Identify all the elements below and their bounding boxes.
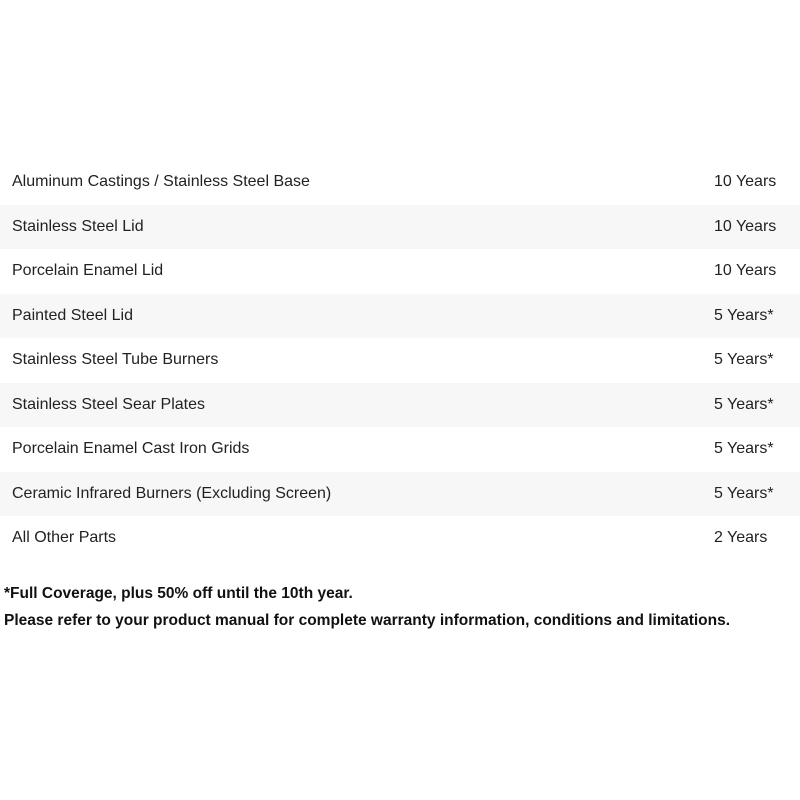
table-row xyxy=(0,338,800,383)
part-name: Porcelain Enamel Lid xyxy=(12,262,164,280)
warranty-term: 5 Years* xyxy=(714,484,774,502)
table-row xyxy=(0,294,800,339)
part-name: Aluminum Castings / Stainless Steel Base xyxy=(12,173,310,191)
table-row xyxy=(0,472,800,517)
part-name: Painted Steel Lid xyxy=(12,306,133,324)
table-row xyxy=(0,427,800,472)
table-row xyxy=(0,249,800,294)
part-name: Porcelain Enamel Cast Iron Grids xyxy=(12,440,250,458)
warranty-term: 10 Years xyxy=(714,217,777,235)
table-row xyxy=(0,160,800,205)
warranty-table xyxy=(0,160,800,561)
part-name: All Other Parts xyxy=(12,529,117,547)
coverage-footnote: *Full Coverage, plus 50% off until the 10th year. xyxy=(4,585,353,602)
warranty-term: 5 Years* xyxy=(714,440,774,458)
manual-disclaimer: Please refer to your product manual for complete warranty information, conditions and limitations. xyxy=(4,612,731,629)
warranty-term: 2 Years xyxy=(714,529,768,547)
warranty-notes xyxy=(4,580,800,634)
warranty-term: 10 Years xyxy=(714,173,777,191)
part-name: Stainless Steel Lid xyxy=(12,217,144,235)
part-name: Stainless Steel Tube Burners xyxy=(12,351,219,369)
table-row xyxy=(0,516,800,561)
part-name: Ceramic Infrared Burners (Excluding Screen) xyxy=(12,484,332,502)
warranty-term: 5 Years* xyxy=(714,306,774,324)
warranty-term: 5 Years* xyxy=(714,351,774,369)
warranty-term: 10 Years xyxy=(714,262,777,280)
table-row xyxy=(0,383,800,428)
part-name: Stainless Steel Sear Plates xyxy=(12,395,205,413)
table-row xyxy=(0,205,800,250)
warranty-term: 5 Years* xyxy=(714,395,774,413)
